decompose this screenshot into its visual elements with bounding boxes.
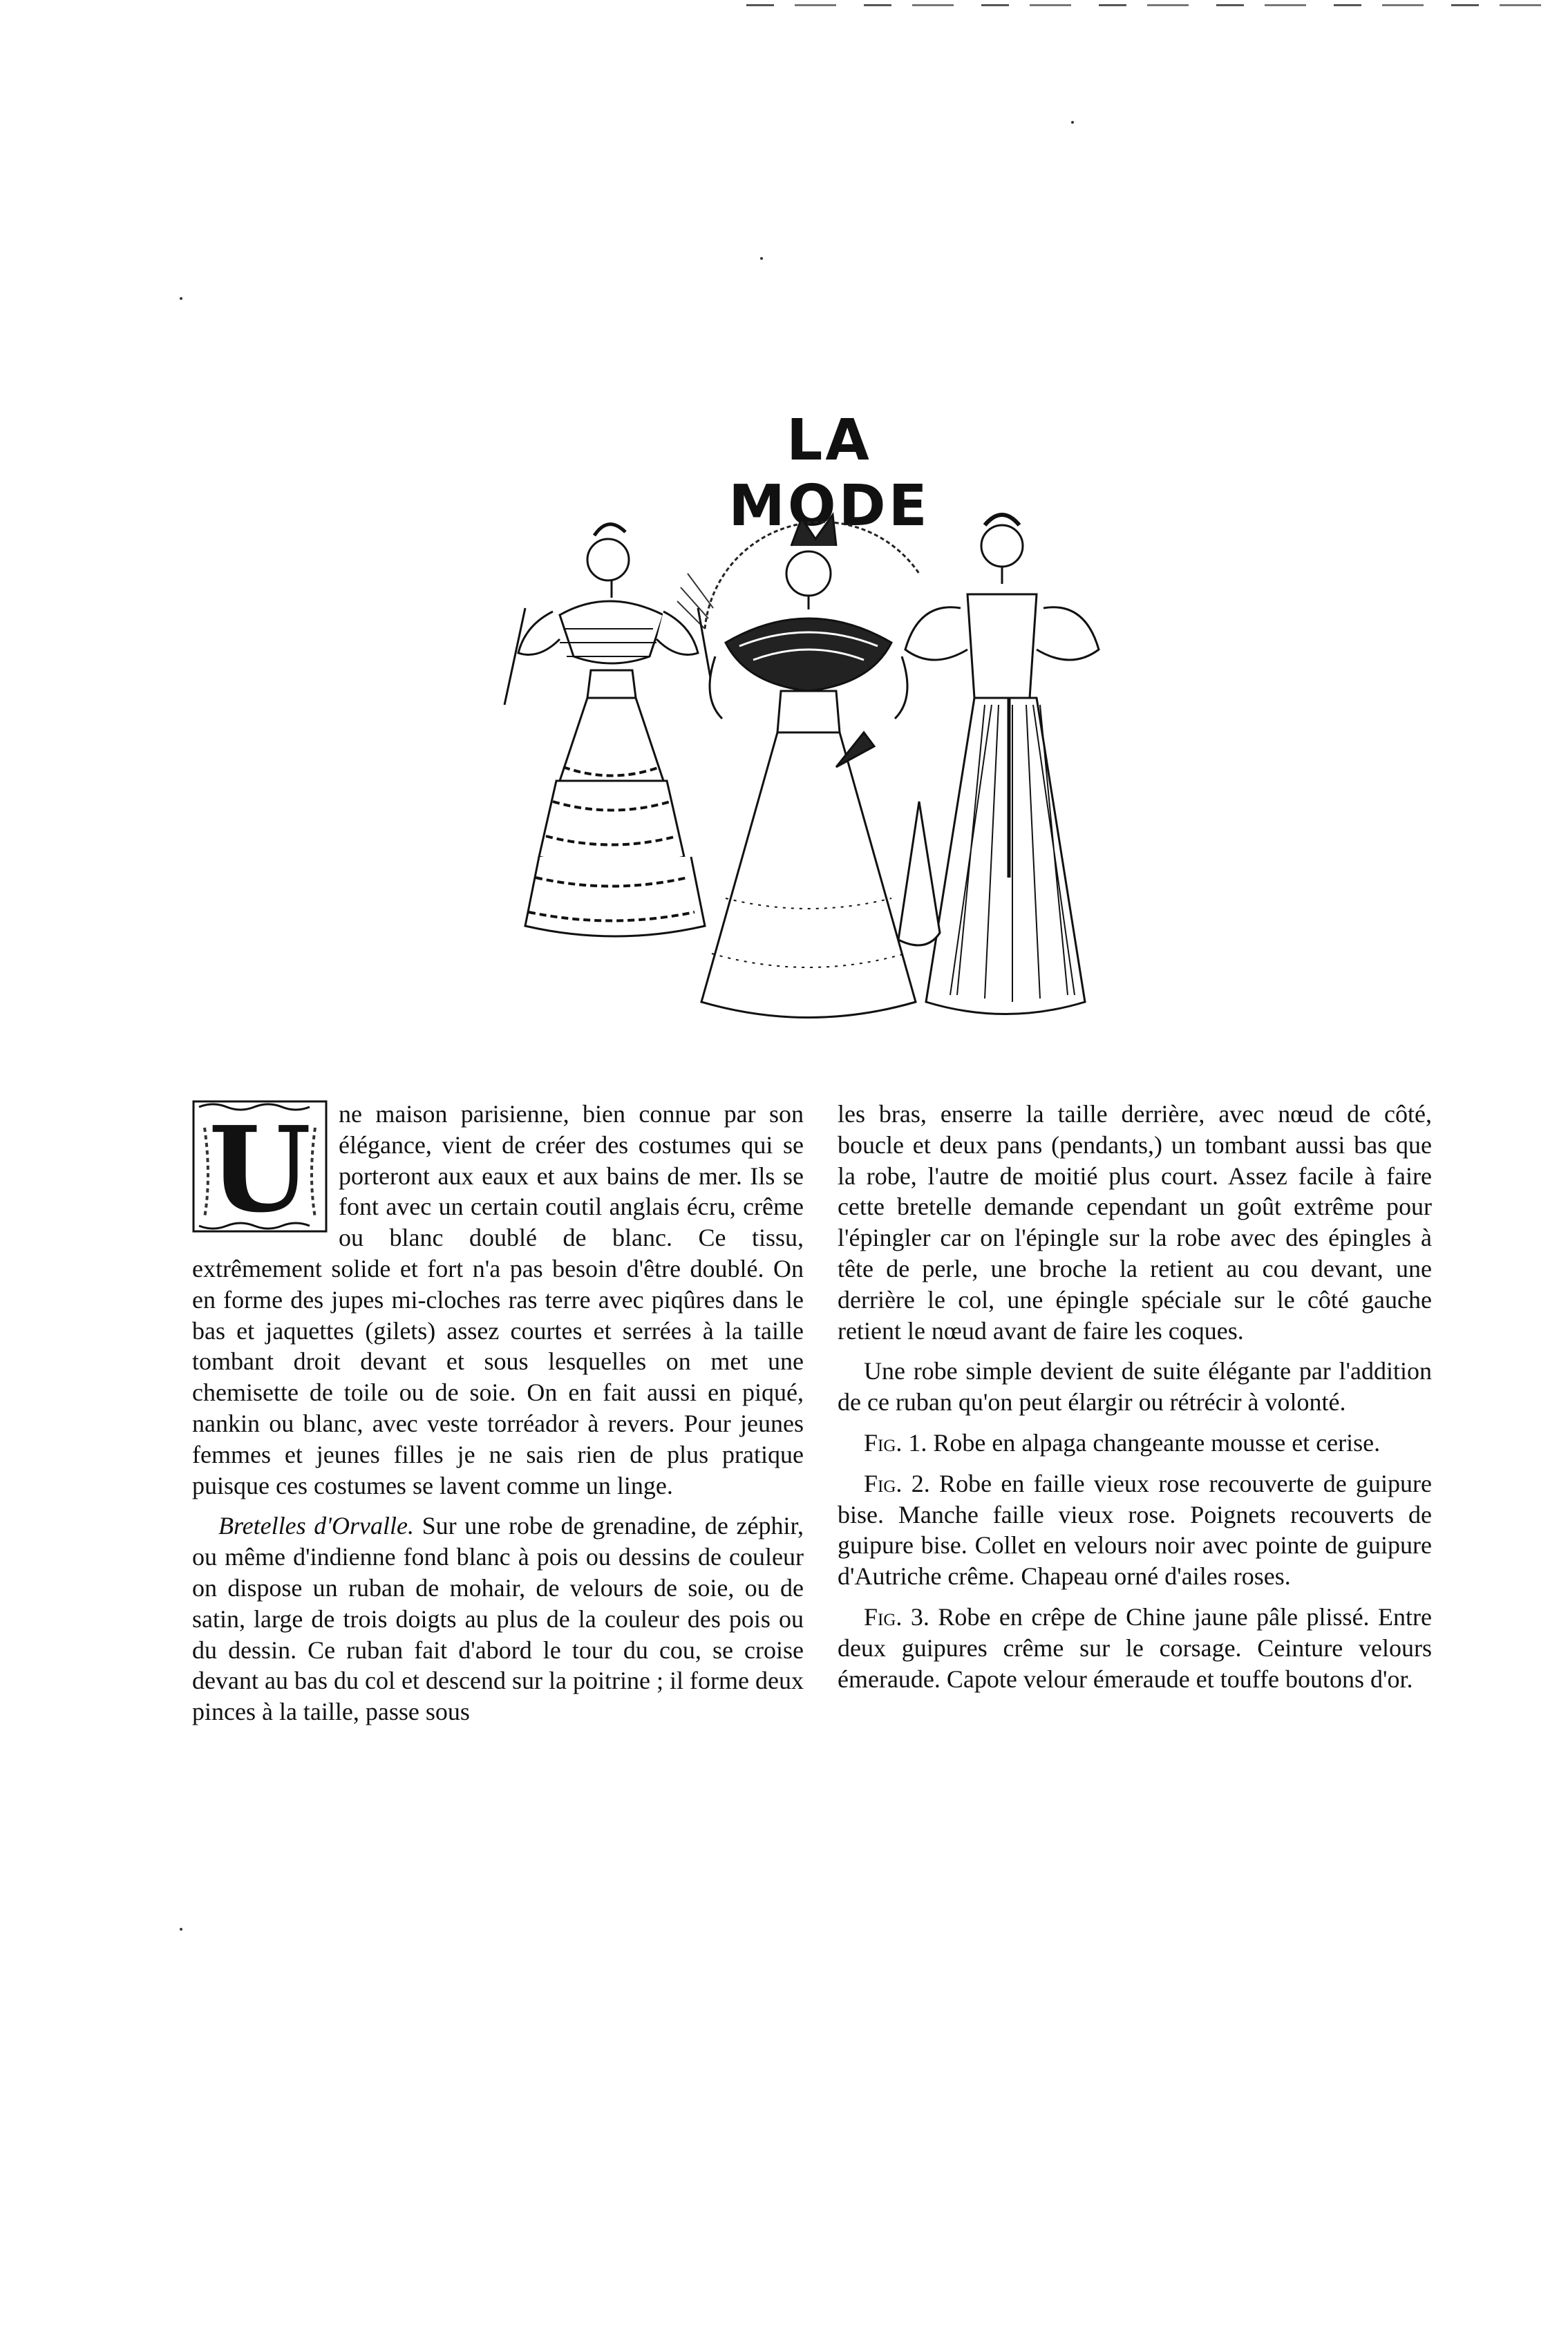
svg-text:U: U bbox=[208, 1101, 312, 1233]
fig-3-text: Robe en crêpe de Chine jaune pâle plissé. Entre deux guipures crême sur le corsage. Ceinture velours émeraude. Capote velour émeraude et touffe boutons d'or. bbox=[838, 1602, 1432, 1693]
bretelles-heading: Bretelles d'Orvalle. bbox=[218, 1512, 414, 1540]
figure-1 bbox=[504, 524, 715, 936]
page-title: LA MODE bbox=[728, 407, 930, 539]
ornamental-dropcap-U bbox=[192, 1100, 328, 1233]
print-speck bbox=[180, 297, 182, 300]
print-speck bbox=[180, 1928, 182, 1931]
bretelles-text: Sur une robe de grenadine, de zéphir, ou même d'indienne fond blanc à pois ou dessins de couleur on dispose un ruban de mohair, de velours de soie, ou de satin, large de trois doigts au plus de la couleur des pois ou du dessin. Ce ruban fait d'abord le tour du cou, se croise devant au bas du col et descend sur la poitrine ; il forme deux pinces à la taille, passe sous bbox=[192, 1512, 804, 1726]
fig-3-label: Fig. 3. bbox=[864, 1602, 929, 1631]
print-speck bbox=[1071, 121, 1074, 124]
left-column bbox=[192, 1099, 804, 1737]
intro-paragraph bbox=[192, 1099, 804, 1501]
print-speck bbox=[760, 257, 763, 260]
fig-1-text: Robe en alpaga changeante mousse et cerise. bbox=[927, 1428, 1381, 1457]
backdrop-hatching bbox=[677, 574, 713, 629]
fig-2-label: Fig. 2. bbox=[864, 1469, 930, 1497]
figure-2 bbox=[701, 515, 916, 1018]
fig-3-caption bbox=[838, 1602, 1432, 1694]
fig-1-caption bbox=[838, 1428, 1432, 1459]
page-top-edge bbox=[746, 4, 1548, 6]
fashion-illustration bbox=[477, 470, 1140, 1043]
right-column bbox=[838, 1099, 1432, 1704]
intro-text: ne maison parisienne, bien connue par son élégance, vient de créer des costumes qui se porteront aux eaux et aux bains de mer. Ils se font avec un certain coutil anglais écru, crême ou blanc doublé de blanc. Ce tissu, extrêmement solide et fort n'a pas besoin d'être doublé. On en forme des jupes mi-cloches ras terre avec piqûres dans le bas et jaquettes (gilets) assez courtes et serrées à la taille tombant droit devant et sous lesquelles on met une chemisette de toile ou de soie. On en fait aussi en piqué, nankin ou blanc, avec veste torréador à revers. Pour jeunes femmes et jeunes filles je ne sais rien de plus pratique puisque ces costumes se lavent comme un linge. bbox=[192, 1100, 804, 1499]
fig-2-text: Robe en faille vieux rose recouverte de guipure bise. Manche faille vieux rose. Poignets recouverts de guipure bise. Collet en velours noir avec pointe de guipure d'Autriche crême. Chapeau orné d'ailes roses. bbox=[838, 1469, 1433, 1591]
figure-3 bbox=[898, 515, 1099, 1014]
continuation-paragraph: les bras, enserre la taille derrière, avec nœud de côté, boucle et deux pans (pendants,) un tombant aussi bas que la robe, l'autre de moitié plus court. Assez facile à faire cette bretelle demande cependant un goût extrême pour l'épingler car on l'épingle sur la robe avec des épingles à tête de perle, une broche la retient au cou devant, une derrière le col, une épingle spéciale sur le côté gauche retient le nœud avant de faire les coques. bbox=[838, 1100, 1432, 1345]
bretelles-paragraph bbox=[192, 1511, 804, 1727]
simple-dress-paragraph: Une robe simple devient de suite élégante par l'addition de ce ruban qu'on peut élargir ou rétrécir à volonté. bbox=[838, 1357, 1432, 1417]
fig-2-caption bbox=[838, 1468, 1432, 1592]
fig-1-label: Fig. 1. bbox=[864, 1428, 927, 1457]
